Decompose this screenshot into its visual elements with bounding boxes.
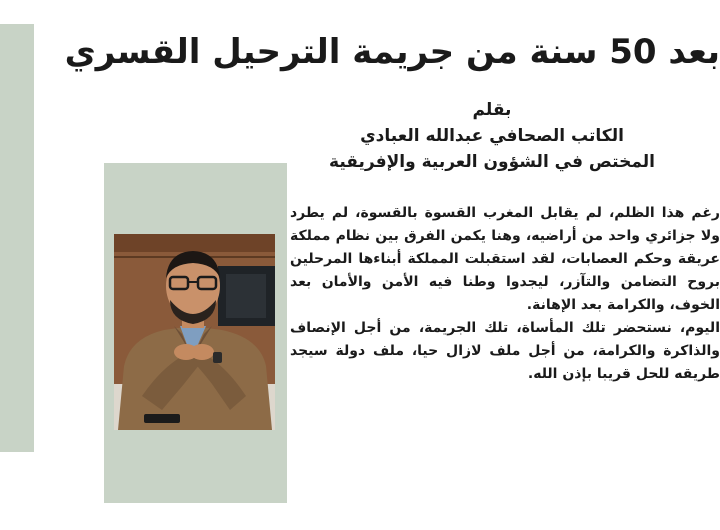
author-photo	[114, 234, 275, 430]
byline-specialty: المختص في الشؤون العربية والإفريقية	[329, 152, 655, 172]
byline-author: الكاتب الصحافي عبدالله العبادي	[360, 126, 624, 146]
article-body	[290, 202, 720, 386]
photo-card	[104, 163, 287, 503]
side-decor-panel	[0, 24, 34, 452]
author-portrait-image	[114, 234, 275, 430]
byline	[300, 97, 684, 175]
headline: بعد 50 سنة من جريمة الترحيل القسري	[64, 32, 720, 72]
byline-intro: بقلم	[472, 100, 512, 120]
article-paragraph-1: رغم هذا الظلم، لم يقابل المغرب القسوة بالقسوة، لم يطرد ولا جزائري واحد من أراضيه، وهنا يكمن الفرق بين نظام مملكة عريقة وحكم العصابات، لقد استقبلت المملكة أبناءها المرحلين بروح التضامن والتآزر، ليجدوا وطنا فيه الأمن والأمان بعد الخوف، والكرامة بعد الإهانة.	[290, 205, 720, 313]
article-paragraph-2: اليوم، نستحضر تلك المأساة، تلك الجريمة، من أجل الإنصاف والذاكرة والكرامة، من أجل ملف لازال حيا، ملف دولة سيجد طريقه للحل قريبا بإذن الله.	[290, 320, 720, 382]
